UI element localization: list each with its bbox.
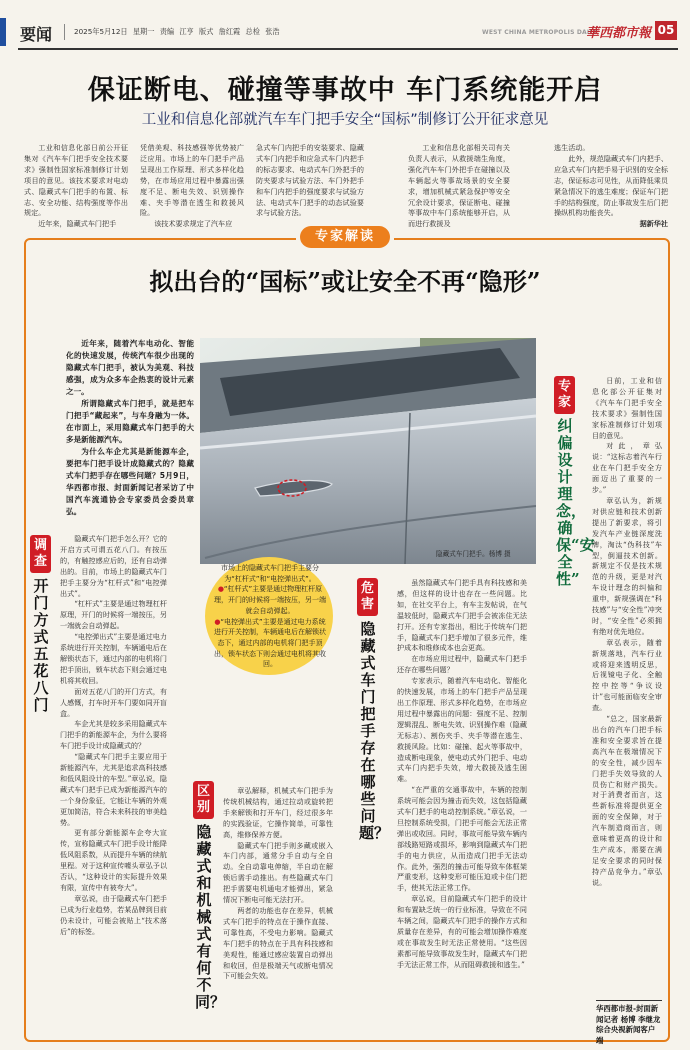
paragraph: “杠杆式”主要是通过物理杠杆原理，开门的时候将一端按压，另一端就会自动弹起。 [60, 599, 167, 631]
expert-badge: 专家解读 [300, 226, 390, 248]
paragraph: 两者的功能也存在差异，机械式车门把手的特点在于操作直接、可靠性高，不受电力影响。隐藏式车门把手的特点在于具有科技感和美观性，能通过感应装置自动弹出和收回，但是极端天气或断电情况下可能会失效。 [223, 905, 333, 981]
paragraph: 章弘说，目前隐藏式车门把手的设计和布置缺乏统一的行业标准，导致在不同车辆之间，隐藏式车门把手的操作方式和质量存在差异，有的可能会增加操作难度或在事故发生时无法正常使用。“这些因素都可能导致事故发生时，隐藏式车门把手无法正常工作，从而阻碍救援和逃生。” [397, 894, 527, 969]
paragraph: 章弘解释，机械式车门把手为传统机械结构，通过拉动或旋转把手来解锁和打开车门，经过很多年的实践验证，它操作简单，可靠性高，维修保养方便。 [223, 786, 333, 839]
paragraph: 虽然隐藏式车门把手具有科技感和美感，但这样的设计也存在一些问题。比如，在社交平台上，有车主发帖说，在气温较低时，隐藏式车门把手会被冻住无法打开。还有专家指出，相比于传统车门把手，隐藏式车门把手增加了很多元件，维护成本和维修成本也会更高。 [397, 578, 527, 653]
paragraph: 隐藏式车门把手则多藏或嵌入车门内部，通常分手自动与全自动。全自动靠电伸缩，半自动在解锁后需手动推出。有些隐藏式车门把手需要电机通电才能弹出，紧急情况下断电可能无法打开。 [223, 840, 333, 905]
paragraph: 对此，章弘说：“这标志着汽车行业在车门把手安全方面迈出了重要的一步。” [592, 441, 662, 495]
bubble-item-text: “电控弹出式”主要是通过电力系统进行开关控制，车辆通电后在解锁状态下，通过内部的电机将门把手顶出，锁车状态下则会通过电机将其收回。 [214, 617, 326, 669]
paragraph: 该技术要求规定了汽车应 [154, 219, 233, 229]
paragraph: 工业和信息化部相关司有关负责人表示，从救援端生角度，强化汽车车门外把手在碰撞以及车辆起火等事故场景的安全要求，增加机械式紧急保护等安全冗余设计要求，保证断电、碰撞等事故中车门系统能够开启，从而进行救援及 [408, 143, 510, 229]
top-article-column-4 [408, 143, 510, 230]
top-article-column-5 [554, 143, 668, 230]
paragraph: 专家表示，随着汽车电动化、智能化的快速发展，市场上的车门把手产品呈现出工作原理、形式多样化趋势，在市场应用过程中暴露出的问题：强度不足、控制逻辑混乱、断电失效、识别操作难（隐藏无标志）、割伤夹手、夹手等潜在逃生、救援风险。比如：碰撞、起火等事故中，造成断电现象，使电动式外门把手、电动式车门内把手失效，增大救援及逃生困难。 [397, 676, 527, 784]
paragraph: 日前，工业和信息化部公开征集对《汽车车门把手安全技术要求》强制性国家标准制修订计划项目的意见。 [592, 376, 662, 440]
difference-column [223, 786, 333, 982]
top-article-column-3 [256, 143, 364, 219]
paragraph: 章弘认为，新规对供应链和技术创新提出了新要求，将引发汽车产业链深度洗牌，淘汰“伪科技”车型，倒逼技术创新。新规定不仅是技术规范的升级，更是对汽车设计理念的纠偏和重申，新规强调在“科技感”与“安全性”冲突时，“安全性”必须拥有绝对优先地位。 [592, 495, 662, 636]
lead-paragraph: 近年来，随着汽车电动化、智能化的快速发展，传统汽车很少出现的隐藏式车门把手，被认为美观、科技感强，成为众多车企热衷的设计元素之一。 [66, 339, 194, 396]
paragraph: 凭借美观、科技感强等优势被广泛应用。市场上的车门把手产品呈现出工作原理、形式多样化趋势，在市场应用过程中暴露出强度不足、断电失效、识别操作难、夹手等潜在透生和救援风险。 [140, 143, 244, 218]
paragraph: 工业和信息化部日前公开征集对《汽车车门把手安全技术要求》强制性国家标准制修订计划项目的意见。该技术要求对电动式、隐藏式车门把手的布置、标志、安全功能、结构强度等作出规定。 [24, 143, 128, 218]
bubble-item-electric [214, 617, 326, 671]
issue-info: 2025年5月12日 星期一 责编 江亨 版式 詹红霞 总检 张浩 [74, 27, 280, 36]
paragraph: “在严重的交通事故中，车辆的控制系统可能会因为撞击而失效，这包括隐藏式车门把手的电动控制系统。”章弘说，一旦控制系统受损，门把手可能会无法正常弹出或收回。同时，事故可能导致车辆内部线路短路或损坏，影响到隐藏式车门把手的电力供应，从而造成门把手无法动作。此外，强烈的撞击可能导致车体框架严重变形，这种变形可能压迫或卡住门把手，使其无法正常工作。 [397, 785, 527, 893]
info-bubble-text [214, 563, 326, 670]
bullet-icon: ● [214, 617, 221, 626]
bubble-item-text: “杠杆式”主要是通过物理杠杆原理，开门的时候将一端按压，另一端就会自动弹起。 [214, 585, 326, 615]
paragraph: 隐藏式车门把手怎么开？它的开启方式可谓五花八门。有按压的，有触控感应后的，还有自动弹出的。目前，市场上的隐藏式车门把手主要分为“杠杆式”和“电控弹出式”。 [60, 534, 167, 598]
paragraph: 章弘说，由于隐藏式车门把手已成为行业趋势，若某品牌到目前仍未设计，可能会被贴上“技术落后”的标签。 [60, 893, 167, 936]
paper-name-english: WEST CHINA METROPOLIS DAILY [482, 29, 597, 36]
credit-text: 据新华社 [639, 219, 668, 229]
header-divider [64, 24, 65, 40]
hazard-column [397, 578, 527, 971]
expert-title: 拟出台的“国标”或让安全不再“隐形” [149, 267, 541, 296]
sub-headline: 工业和信息化部就汽车车门把手安全“国标”制修订公开征求意见 [141, 112, 549, 128]
hazard-heading: 隐藏式车门把手存在哪些问题？ [359, 620, 390, 842]
investigation-column-1 [60, 534, 167, 938]
reporter-signature: 华西都市报-封面新闻记者 杨博 李继龙 综合央视新闻客户端 [596, 1004, 661, 1045]
car-door-illustration [200, 338, 536, 564]
difference-tag: 区别 [193, 781, 214, 819]
paragraph: 此外，规范隐藏式车门内把手、应急式车门内把手易于识别的安全标志，保证标志可见性，从而降低乘员紧急情况下的逃生难度；保证车门把手的结构强度，防止事故发生后门把操纵机构功能丧失。 [554, 153, 668, 218]
paragraph: 面对五花八门的开门方式，有人感慨，打车时开车门要如同开盲盒。 [60, 686, 167, 718]
photo-caption: 隐藏式车门把手。杨博 摄 [436, 550, 511, 558]
header-rule [18, 48, 678, 50]
investigation-tag: 调查 [30, 535, 51, 573]
section-color-bar [0, 18, 6, 46]
paragraph: 车企尤其是较多采用隐藏式车门把手的新能源车企，为什么要将车门把手设计成隐藏式的？ [60, 719, 167, 751]
paper-logo: 華西都市報 [586, 26, 652, 41]
lead-paragraph: 为什么车企尤其是新能源车企，要把车门把手设计成隐藏式的？隐藏式车门把手存在哪些问题？5月9日，华西都市报、封面新闻记者采访了中国汽车流通协会专家委员会委员章弘。 [66, 447, 194, 516]
lead-paragraph: 所谓隐藏式车门把手，就是把车门把手“藏起来”，与车身融为一体。在市面上，采用隐藏式车门把手的大多是新能源汽车。 [66, 399, 194, 444]
paragraph: “隐藏式车门把手主要应用于新能源汽车，尤其是追求高科技感和低风阻设计的车型。”章弘说，隐藏式车门把手已成为新能源汽车的一个身份象征，它能让车辆的外观更加简洁，符合未来科技的审美趋势。 [60, 752, 167, 827]
paragraph: 在市场应用过程中，隐藏式车门把手还存在哪些问题？ [397, 654, 527, 675]
paragraph: 章弘表示，随着新规落地，汽车行业或将迎来透明反思，后视镜电子化、全触控中控等“争议设计”也可能面临安全审查。 [592, 637, 662, 713]
paragraph: 逃生活动。 [554, 143, 590, 152]
top-article-column-2 [140, 143, 244, 230]
hazard-tag: 危害 [357, 578, 378, 616]
car-door-handle-photo [200, 338, 536, 564]
main-headline: 保证断电、碰撞等事故中 车门系统能开启 [87, 75, 603, 106]
paragraph: 更有部分新能源车企夸大宣传，宣称隐藏式车门把手设计能降低风阻系数，从而提升车辆的续航里程。对于这种宣传噱头章弘予以否认，“这种设计的实际提升效果有限，宣传中有被夸大”。 [60, 828, 167, 892]
top-article-column-1 [24, 143, 128, 230]
difference-heading: 隐藏式和机械式有何不同？ [195, 823, 226, 1011]
page-number: 05 [655, 21, 677, 40]
paragraph: “总之，国家最新出台的汽车门把手标准和安全要求旨在提高汽车在极端情况下的安全性，减少因车门把手失效导致的人员伤亡和财产损失。对于消费者而言，这些新标准将提供更全面的安全保障，对于汽车制造商而言，则意味着更高的设计和生产成本，需要在满足安全要求的同时保持产品竞争力。”章弘说。 [592, 714, 662, 887]
paragraph: 近年来，隐藏式车门把手 [38, 219, 117, 229]
bubble-intro: 市场上的隐藏式车门把手主要分为“杠杆式”和“电控弹出式”。 [221, 564, 319, 583]
section-name: 要闻 [20, 25, 53, 44]
lead-text [66, 338, 194, 518]
expert-column [592, 376, 662, 889]
investigation-heading: 开门方式五花八门 [33, 577, 49, 714]
signature-rule [596, 1000, 662, 1001]
expert-tag: 专家 [554, 376, 575, 414]
article-credit [554, 219, 668, 230]
paragraph: 急式车门内把手的安装要求、隐藏式车门内把手和应急式车门内把手的标志要求、电动式车门外把手的防夹要求与试验方法、车门外把手和车门内把手的强度要求与试验方法、电动式车门把手的动态试验要求与试验方法。 [256, 143, 364, 218]
expert-heading: 纠偏设计理念，确保“安全性” [556, 417, 595, 588]
bubble-item-lever [214, 584, 326, 616]
bullet-icon: ● [217, 585, 224, 594]
paragraph: “电控弹出式”主要是通过电力系统进行开关控制，车辆通电后在解锁状态下，通过内部的电机将门把手顶出，锁车状态下则会通过电机将其收回。 [60, 632, 167, 685]
